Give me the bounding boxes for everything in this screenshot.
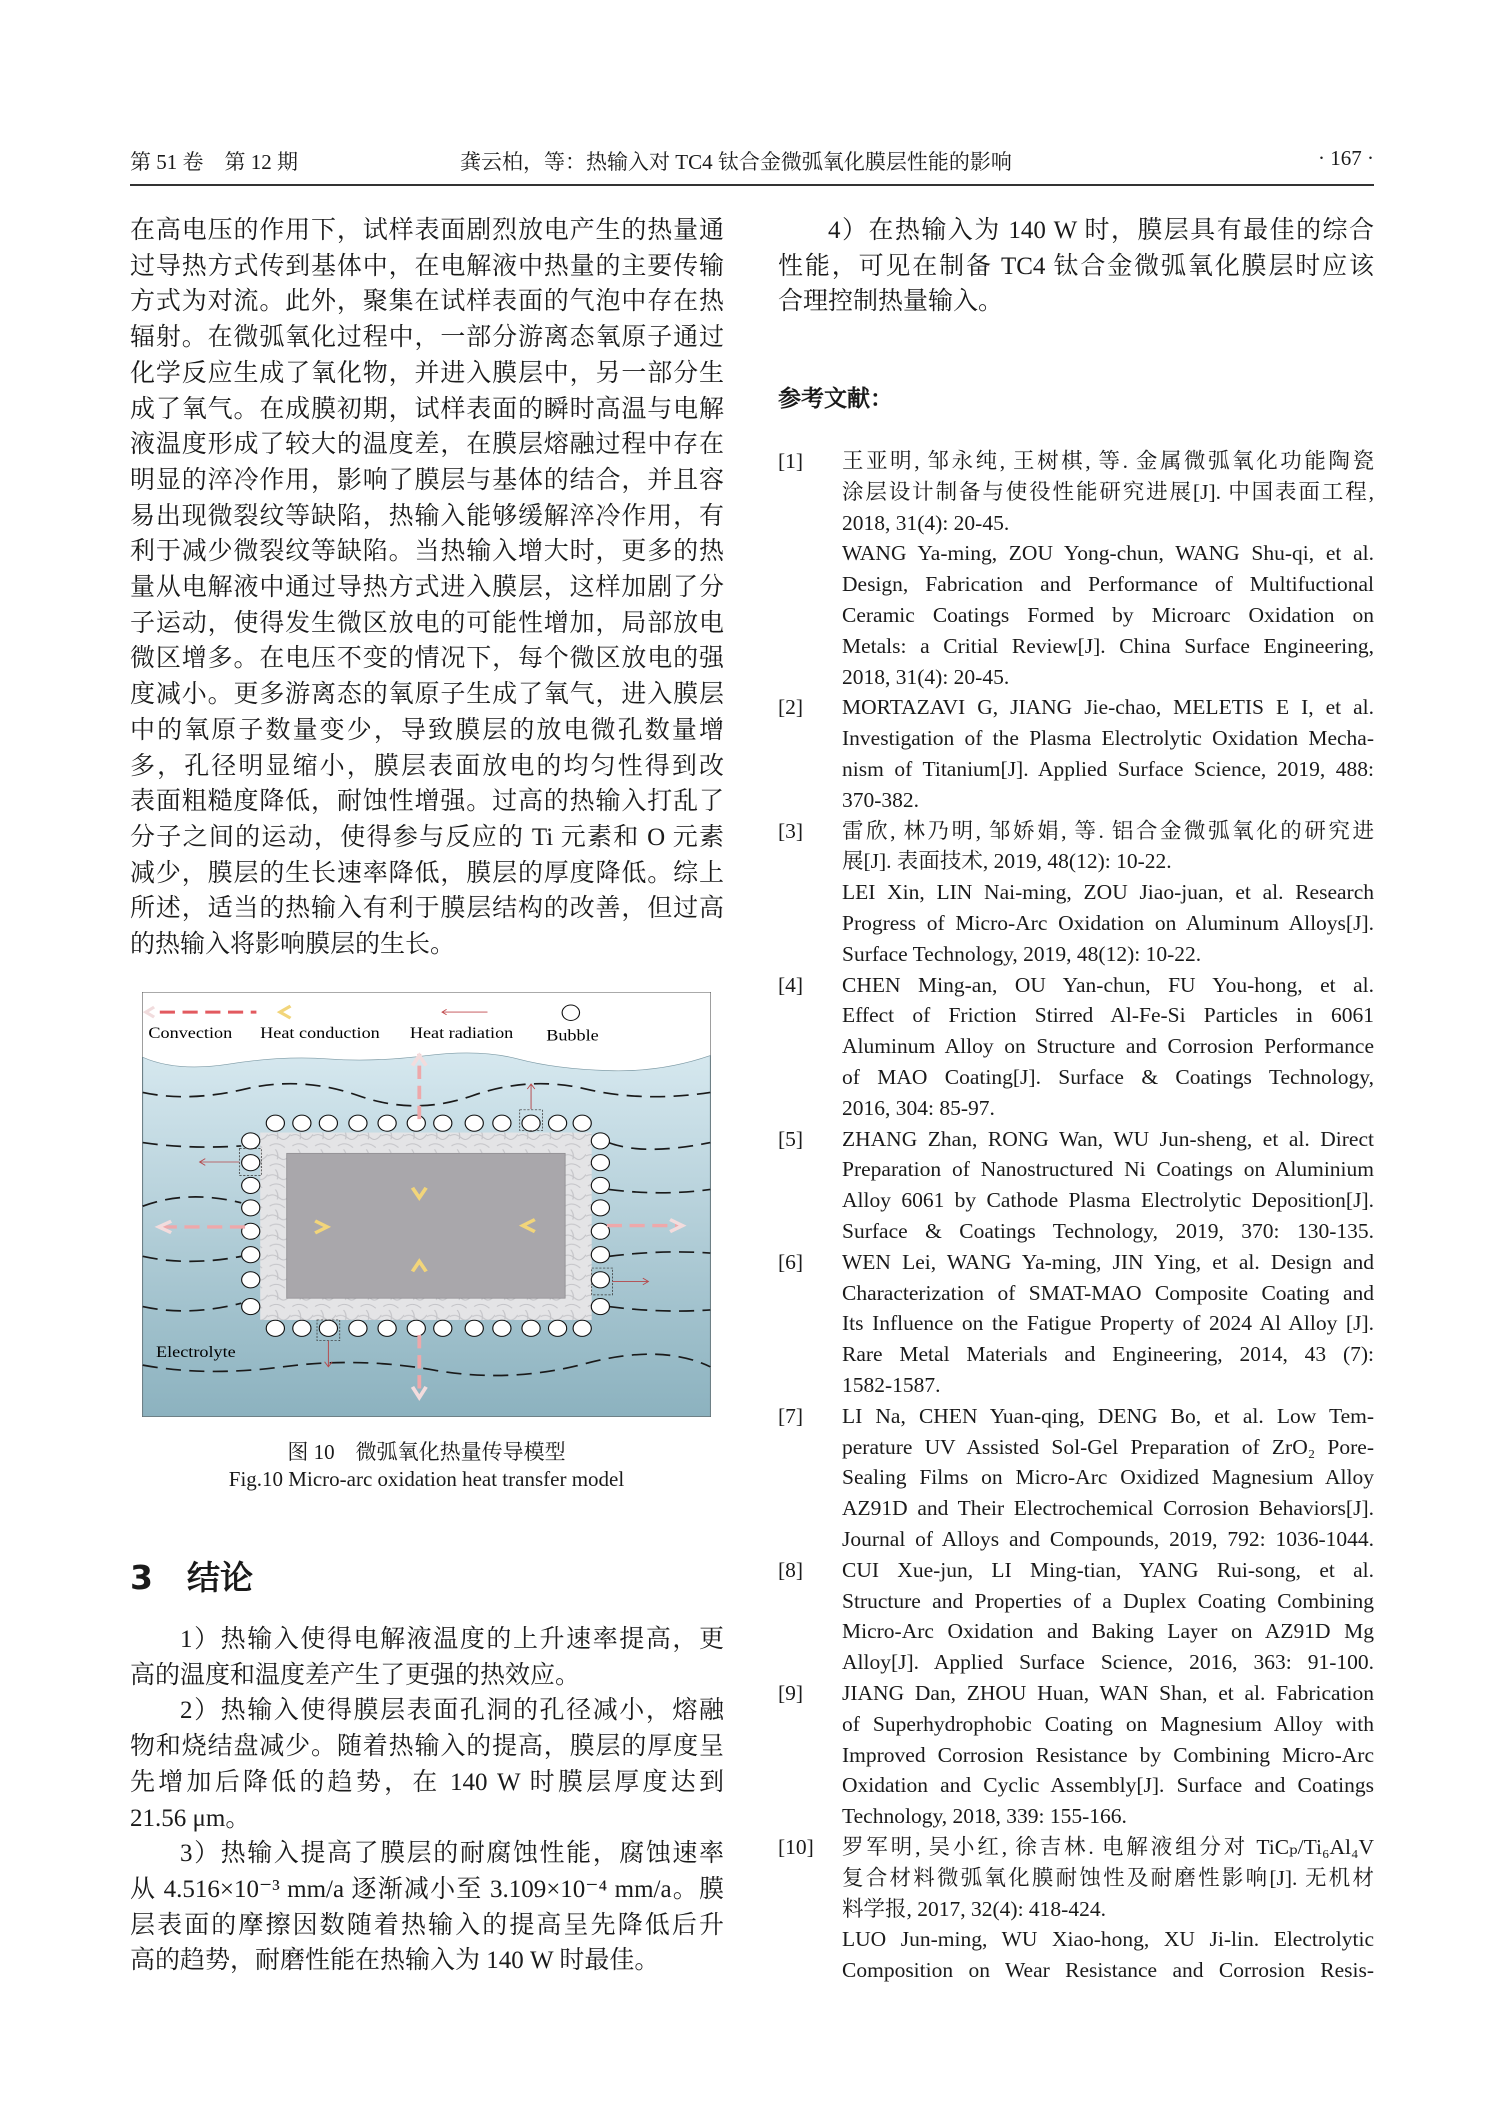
reference-line: Improved Corrosion Resistance by Combining Micro-Arc xyxy=(842,1742,1374,1767)
reference-line: Oxidation and Cyclic Assembly[J]. Surface and Coatings xyxy=(842,1773,1374,1798)
reference-line: 罗军明, 吴小红, 徐吉林. 电解液组分对 TiCₚ/Ti₆Al₄V xyxy=(842,1835,1374,1859)
reference-line: 涂层设计制备与使役性能研究进展[J]. 中国表面工程, xyxy=(842,479,1374,504)
body-text-line: 性能，可见在制备 TC4 钛合金微弧氧化膜层时应该 xyxy=(778,252,1374,280)
body-text-line: 化学反应生成了氧化物，并进入膜层中，另一部分生 xyxy=(130,359,724,387)
bubble xyxy=(591,1272,609,1288)
bubble xyxy=(319,1320,337,1336)
reference-line: perature UV Assisted Sol-Gel Preparation of ZrO₂ Pore- xyxy=(842,1434,1374,1459)
bubble xyxy=(242,1299,260,1315)
bubble xyxy=(242,1155,260,1171)
reference-line: 料学报, 2017, 32(4): 418-424. xyxy=(842,1896,1106,1921)
reference-line: ZHANG Zhan, RONG Wan, WU Jun-sheng, et al. Direct xyxy=(842,1126,1374,1151)
bubble xyxy=(407,1115,425,1131)
reference-line: Investigation of the Plasma Electrolytic Oxidation Mecha- xyxy=(842,726,1374,751)
bubble xyxy=(573,1115,591,1131)
legend-bubble-swatch xyxy=(562,1005,579,1020)
reference-line: AZ91D and Their Electrochemical Corrosion Behaviors[J]. xyxy=(842,1496,1374,1521)
bubble xyxy=(407,1320,425,1336)
bubble xyxy=(548,1115,566,1131)
body-text-line: 多，孔径明显缩小，膜层表面放电的均匀性得到改 xyxy=(130,752,724,780)
body-text-line: 表面粗糙度降低，耐蚀性增强。过高的热输入打乱了 xyxy=(130,788,724,816)
reference-number: [5] xyxy=(778,1126,804,1151)
reference-line: Progress of Micro-Arc Oxidation on Aluminum Alloys[J]. xyxy=(842,911,1374,935)
conclusion-line: 1）热输入使得电解液温度的上升速率提高，更 xyxy=(180,1626,724,1653)
section-heading xyxy=(130,1552,253,1599)
section-title: 结论 xyxy=(186,1558,253,1597)
reference-line: JIANG Dan, ZHOU Huan, WAN Shan, et al. Fabrication xyxy=(842,1681,1374,1705)
bubble xyxy=(493,1320,511,1336)
reference-line: Surface & Coatings Technology, 2019, 370: 130-135. xyxy=(842,1219,1374,1243)
conclusion-line: 先增加后降低的趋势，在 140 W 时膜层厚度达到 xyxy=(130,1768,724,1796)
reference-line: 2018, 31(4): 20-45. xyxy=(842,664,1010,689)
bubble xyxy=(242,1200,260,1216)
reference-line: 2018, 31(4): 20-45. xyxy=(842,510,1010,535)
references-heading: 参考文献： xyxy=(778,386,893,412)
reference-line: CUI Xue-jun, LI Ming-tian, YANG Rui-song, et al. xyxy=(842,1557,1374,1582)
conclusion-line: 21.56 μm。 xyxy=(130,1804,251,1832)
reference-line: 2016, 304: 85-97. xyxy=(842,1095,995,1120)
reference-line: Design, Fabrication and Performance of Multifuctional xyxy=(842,572,1374,597)
reference-line: Ceramic Coatings Formed by Microarc Oxidation on xyxy=(842,603,1374,627)
reference-line: Its Influence on the Fatigue Property of 2024 Al Alloy [J]. xyxy=(842,1311,1374,1336)
legend-radiation-label: Heat radiation xyxy=(409,1024,514,1042)
reference-line: of MAO Coating[J]. Surface & Coatings Technology, xyxy=(842,1065,1374,1089)
reference-line: Surface Technology, 2019, 48(12): 10-22. xyxy=(842,941,1202,966)
reference-line: WEN Lei, WANG Ya-ming, JIN Ying, et al. Design and xyxy=(842,1249,1374,1274)
reference-line: 展[J]. 表面技术, 2019, 48(12): 10-22. xyxy=(842,849,1172,874)
header-rule xyxy=(130,184,1374,186)
bubble xyxy=(242,1247,260,1263)
bubble xyxy=(266,1320,284,1336)
bubble xyxy=(573,1320,591,1336)
bubble xyxy=(591,1247,609,1263)
conclusion-line: 物和烧结盘减少。随着热输入的提高，膜层的厚度呈 xyxy=(130,1733,724,1761)
reference-line: Composition on Wear Resistance and Corrosion Resis- xyxy=(842,1958,1374,1983)
bubble xyxy=(465,1115,483,1131)
bubble xyxy=(591,1155,609,1171)
bubble xyxy=(319,1115,337,1131)
body-text-line: 明显的淬冷作用，影响了膜层与基体的结合，并且容 xyxy=(130,466,724,494)
running-header-volume: 第 51 卷 第 12 期 xyxy=(130,150,298,174)
body-text-line: 方式为对流。此外，聚集在试样表面的气泡中存在热 xyxy=(130,288,724,316)
reference-line: nism of Titanium[J]. Applied Surface Science, 2019, 488: xyxy=(842,757,1374,781)
reference-number: [3] xyxy=(778,818,804,843)
bubble xyxy=(591,1177,609,1193)
bubble xyxy=(242,1272,260,1288)
body-text-line: 中的氧原子数量变少，导致膜层的放电微孔数量增 xyxy=(130,716,724,744)
reference-line: Aluminum Alloy on Structure and Corrosion Performance xyxy=(842,1034,1374,1059)
body-text-line: 4）在热输入为 140 W 时，膜层具有最佳的综合 xyxy=(828,217,1374,244)
figure-caption-en: Fig.10 Micro-arc oxidation heat transfer model xyxy=(228,1467,625,1491)
reference-line: Metals: a Critial Review[J]. China Surface Engineering, xyxy=(842,633,1374,658)
reference-line: Rare Metal Materials and Engineering, 2014, 43 (7): xyxy=(842,1342,1374,1367)
reference-number: [10] xyxy=(778,1835,814,1859)
reference-line: Preparation of Nanostructured Ni Coatings on Aluminium xyxy=(842,1157,1374,1182)
reference-number: [6] xyxy=(778,1249,804,1274)
reference-line: Journal of Alloys and Compounds, 2019, 792: 1036-1044. xyxy=(842,1527,1374,1551)
reference-line: Structure and Properties of a Duplex Coating Combining xyxy=(842,1588,1374,1613)
reference-line: Alloy 6061 by Cathode Plasma Electrolytic Deposition[J]. xyxy=(842,1188,1374,1213)
legend-conduction-label: Heat conduction xyxy=(260,1024,380,1042)
bubble xyxy=(591,1299,609,1315)
body-text-line: 易出现微裂纹等缺陷，热输入能够缓解淬冷作用，有 xyxy=(130,502,724,530)
bubble xyxy=(434,1320,452,1336)
body-text-line: 量从电解液中通过导热方式进入膜层，这样加剧了分 xyxy=(130,574,724,601)
reference-line: CHEN Ming-an, OU Yan-chun, FU You-hong, et al. xyxy=(842,972,1374,997)
conclusion-line: 高的趋势，耐磨性能在热输入为 140 W 时最佳。 xyxy=(130,1947,660,1975)
reference-line: 370-382. xyxy=(842,787,920,812)
reference-line: Characterization of SMAT-MAO Composite Coating and xyxy=(842,1280,1374,1305)
body-text-line: 子运动，使得发生微区放电的可能性增加，局部放电 xyxy=(130,609,724,637)
reference-line: WANG Ya-ming, ZOU Yong-chun, WANG Shu-qi, et al. xyxy=(842,541,1374,566)
body-text-line: 分子之间的运动，使得参与反应的 Ti 元素和 O 元素 xyxy=(130,823,724,851)
body-text-line: 减少，膜层的生长速率降低，膜层的厚度降低。综上 xyxy=(130,859,724,887)
reference-line: LEI Xin, LIN Nai-ming, ZOU Jiao-juan, et al. Research xyxy=(842,880,1374,905)
reference-number: [1] xyxy=(778,449,804,473)
electrolyte-label: Electrolyte xyxy=(156,1342,236,1361)
bubble xyxy=(293,1115,311,1131)
body-text-line: 所述，适当的热输入有利于膜层结构的改善，但过高 xyxy=(130,895,724,923)
body-text-line: 利于减少微裂纹等缺陷。当热输入增大时，更多的热 xyxy=(130,538,724,566)
bubble xyxy=(378,1320,396,1336)
section-number: 3 xyxy=(130,1558,153,1597)
reference-line: 王亚明, 邹永纯, 王树棋, 等. 金属微弧氧化功能陶瓷 xyxy=(842,449,1374,473)
body-text-line: 成了氧气。在成膜初期，试样表面的瞬时高温与电解 xyxy=(130,395,724,423)
body-text-line: 度减小。更多游离态的氧原子生成了氧气，进入膜层 xyxy=(130,681,724,709)
bubble xyxy=(242,1177,260,1193)
bubble xyxy=(434,1115,452,1131)
bubble xyxy=(493,1115,511,1131)
reference-number: [4] xyxy=(778,972,804,997)
bubble xyxy=(266,1115,284,1131)
bubble xyxy=(591,1133,609,1149)
reference-line: of Superhydrophobic Coating on Magnesium Alloy with xyxy=(842,1711,1374,1736)
bubble xyxy=(591,1200,609,1216)
reference-number: [2] xyxy=(778,695,804,720)
bubble xyxy=(522,1115,540,1131)
legend-bubble-label: Bubble xyxy=(546,1026,599,1045)
heat-transfer-figure xyxy=(142,992,711,1417)
reference-line: 复合材料微弧氧化膜耐蚀性及耐磨性影响[J]. 无机材 xyxy=(842,1865,1374,1890)
conclusion-line: 层表面的摩擦因数随着热输入的提高呈先降低后升 xyxy=(130,1911,724,1939)
bubble xyxy=(293,1320,311,1336)
reference-line: Alloy[J]. Applied Surface Science, 2016, 363: 91-100. xyxy=(842,1650,1374,1675)
reference-number: [8] xyxy=(778,1557,804,1582)
bubble xyxy=(522,1320,540,1336)
body-text-line: 微区增多。在电压不变的情况下，每个微区放电的强 xyxy=(130,645,724,673)
reference-line: Sealing Films on Micro-Arc Oxidized Magnesium Alloy xyxy=(842,1465,1374,1490)
body-text-line: 液温度形成了较大的温度差，在膜层熔融过程中存在 xyxy=(130,431,724,459)
body-text-line: 在高电压的作用下，试样表面剧烈放电产生的热量通 xyxy=(130,217,724,244)
legend-convection-label: Convection xyxy=(148,1024,233,1042)
conclusion-line: 从 4.516×10⁻³ mm/a 逐渐减小至 3.109×10⁻⁴ mm/a。膜 xyxy=(130,1875,724,1903)
reference-number: [7] xyxy=(778,1403,804,1428)
bubble xyxy=(465,1320,483,1336)
reference-line: LI Na, CHEN Yuan-qing, DENG Bo, et al. Low Tem- xyxy=(842,1403,1374,1428)
page-number: · 167 · xyxy=(1318,146,1374,170)
reference-line: 1582-1587. xyxy=(842,1373,941,1397)
running-header-title: 龚云柏，等：热输入对 TC4 钛合金微弧氧化膜层性能的影响 xyxy=(460,150,1012,174)
reference-line: Technology, 2018, 339: 155-166. xyxy=(842,1804,1127,1829)
body-text-line: 过导热方式传到基体中，在电解液中热量的主要传输 xyxy=(130,252,724,280)
bubble xyxy=(349,1320,367,1336)
reference-line: Effect of Friction Stirred Al-Fe-Si Particles in 6061 xyxy=(842,1003,1374,1028)
body-text-line: 辐射。在微弧氧化过程中，一部分游离态氧原子通过 xyxy=(130,324,724,352)
body-text-line: 合理控制热量输入。 xyxy=(778,288,1004,316)
reference-number: [9] xyxy=(778,1681,804,1705)
reference-line: MORTAZAVI G, JIANG Jie-chao, MELETIS E I, et al. xyxy=(842,695,1374,720)
bubble xyxy=(548,1320,566,1336)
bubble xyxy=(349,1115,367,1131)
body-text-line: 的热输入将影响膜层的生长。 xyxy=(130,931,456,958)
reference-line: 雷欣, 林乃明, 邹娇娟, 等. 铝合金微弧氧化的研究进 xyxy=(842,818,1374,843)
bubble xyxy=(242,1133,260,1149)
conclusion-line: 2）热输入使得膜层表面孔洞的孔径减小，熔融 xyxy=(180,1697,724,1725)
reference-line: LUO Jun-ming, WU Xiao-hong, XU Ji-lin. Electrolytic xyxy=(842,1927,1374,1952)
bubble xyxy=(378,1115,396,1131)
conclusion-line: 高的温度和温度差产生了更强的热效应。 xyxy=(130,1661,581,1689)
conclusion-line: 3）热输入提高了膜层的耐腐蚀性能，腐蚀速率 xyxy=(180,1840,724,1868)
figure-caption-cn: 图 10 微弧氧化热量传导模型 xyxy=(287,1440,566,1464)
reference-line: Micro-Arc Oxidation and Baking Layer on AZ91D Mg xyxy=(842,1619,1374,1644)
